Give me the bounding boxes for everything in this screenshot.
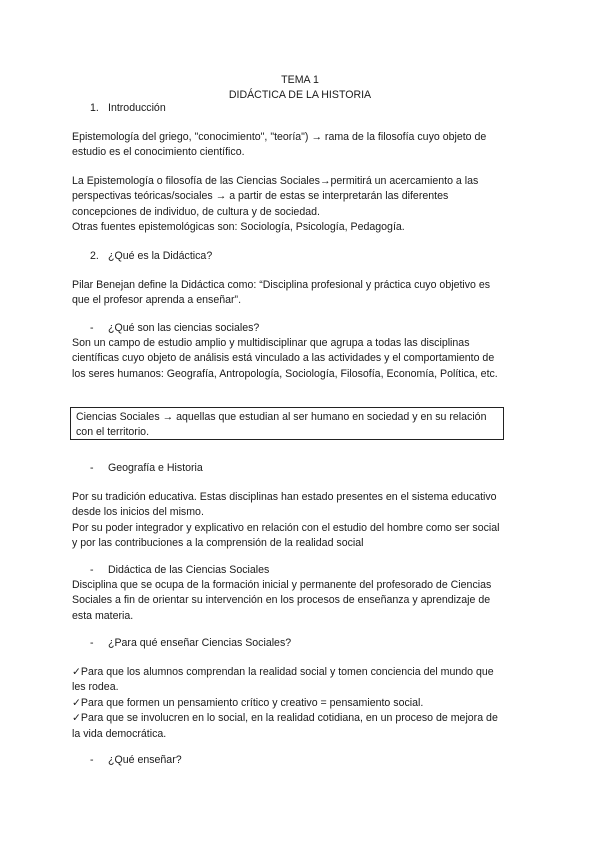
text-line: ✓Para que se involucren en lo social, en la realidad cotidiana, en un proceso de mejora de xyxy=(72,712,498,725)
text-line: les rodea. xyxy=(72,681,119,694)
text-line: esta materia. xyxy=(72,609,134,622)
dash-item-text: ¿Qué son las ciencias sociales? xyxy=(108,322,260,334)
paragraph-ciencias-sociales xyxy=(72,336,542,382)
dash-item-para-que xyxy=(0,636,600,652)
section-number: 1. xyxy=(90,102,99,114)
dash-item-text: Didáctica de las Ciencias Sociales xyxy=(108,564,270,576)
dash-marker: - xyxy=(90,564,94,576)
text-line: Otras fuentes epistemológicas son: Sociología, Psicología, Pedagogía. xyxy=(72,221,405,234)
dash-marker: - xyxy=(90,754,94,766)
text-line: Ciencias Sociales → aquellas que estudian al ser humano en sociedad y en su relación xyxy=(76,411,487,423)
text-line: Por su tradición educativa. Estas disciplinas han estado presentes en el sistema educativo xyxy=(72,491,497,503)
section-title: ¿Qué es la Didáctica? xyxy=(108,250,213,262)
text-line: la vida democrática. xyxy=(72,727,167,740)
paragraph-geografia-historia xyxy=(72,490,532,552)
paragraph-benejan xyxy=(72,278,532,309)
text-line: Sociales a fin de orientar su intervención en los procesos de enseñanza y aprendizaje de xyxy=(72,594,491,607)
dash-item-text: ¿Para qué enseñar Ciencias Sociales? xyxy=(108,637,292,649)
text-line: ✓Para que los alumnos comprendan la realidad social y tomen conciencia del mundo que xyxy=(72,666,494,678)
text-line: los seres humanos: Geografía, Antropología, Sociología, Filosofía, Economía, Política, etc. xyxy=(72,367,498,380)
text-line: que el profesor aprenda a enseñar”. xyxy=(72,294,242,307)
section-title: Introducción xyxy=(108,102,166,114)
paragraph-para-que xyxy=(72,665,532,742)
doc-title: DIDÁCTICA DE LA HISTORIA xyxy=(228,89,372,102)
section-heading-1 xyxy=(0,101,600,117)
text-line: Por su poder integrador y explicativo en relación con el estudio del hombre como ser social xyxy=(72,521,500,534)
dash-item-text: Geografía e Historia xyxy=(108,462,203,474)
text-line: científicas cuyo objeto de análisis está vinculado a las actividades y el comportamiento de xyxy=(72,352,495,365)
doc-header xyxy=(0,73,600,104)
dash-item-text: ¿Qué enseñar? xyxy=(108,754,182,766)
text-line: ✓Para que formen un pensamiento crítico y creativo = pensamiento social. xyxy=(72,696,424,709)
tema-label: TEMA 1 xyxy=(281,74,319,86)
section-number: 2. xyxy=(90,250,99,262)
text-line: Epistemología del griego, "conocimiento", "teoría") → rama de la filosofía cuyo objeto de xyxy=(72,131,487,143)
text-line: y por las contribuciones a la comprensión de la realidad social xyxy=(72,537,364,550)
text-line: La Epistemología o filosofía de las Ciencias Sociales→permitirá un acercamiento a las xyxy=(72,175,479,187)
text-line: Son un campo de estudio amplio y multidisciplinar que agrupa a todas las disciplinas xyxy=(72,337,470,349)
dash-item-que-ensenar xyxy=(0,753,600,769)
dash-marker: - xyxy=(90,462,94,474)
dash-marker: - xyxy=(90,322,94,334)
text-line: desde los inicios del mismo. xyxy=(72,506,204,519)
text-line: perspectivas teóricas/sociales → a partir de estas se interpretarán las diferentes xyxy=(72,190,449,203)
dash-item-didactica xyxy=(0,563,600,579)
text-line: con el territorio. xyxy=(76,426,150,439)
section-heading-2 xyxy=(0,249,600,265)
definition-box xyxy=(70,407,504,440)
text-line: estudio es el conocimiento científico. xyxy=(72,146,245,159)
dash-marker: - xyxy=(90,637,94,649)
paragraph-didactica-cc xyxy=(72,578,532,624)
paragraph-filosofia xyxy=(72,174,532,236)
dash-item-geografia xyxy=(0,461,600,477)
dash-item-ciencias-sociales xyxy=(0,321,600,337)
paragraph-epistemologia xyxy=(72,130,532,161)
text-line: Disciplina que se ocupa de la formación inicial y permanente del profesorado de Ciencias xyxy=(72,579,492,591)
text-line: Pilar Benejan define la Didáctica como: “Disciplina profesional y práctica cuyo objetivo es xyxy=(72,279,491,291)
text-line: concepciones de individuo, de cultura y de sociedad. xyxy=(72,205,320,218)
